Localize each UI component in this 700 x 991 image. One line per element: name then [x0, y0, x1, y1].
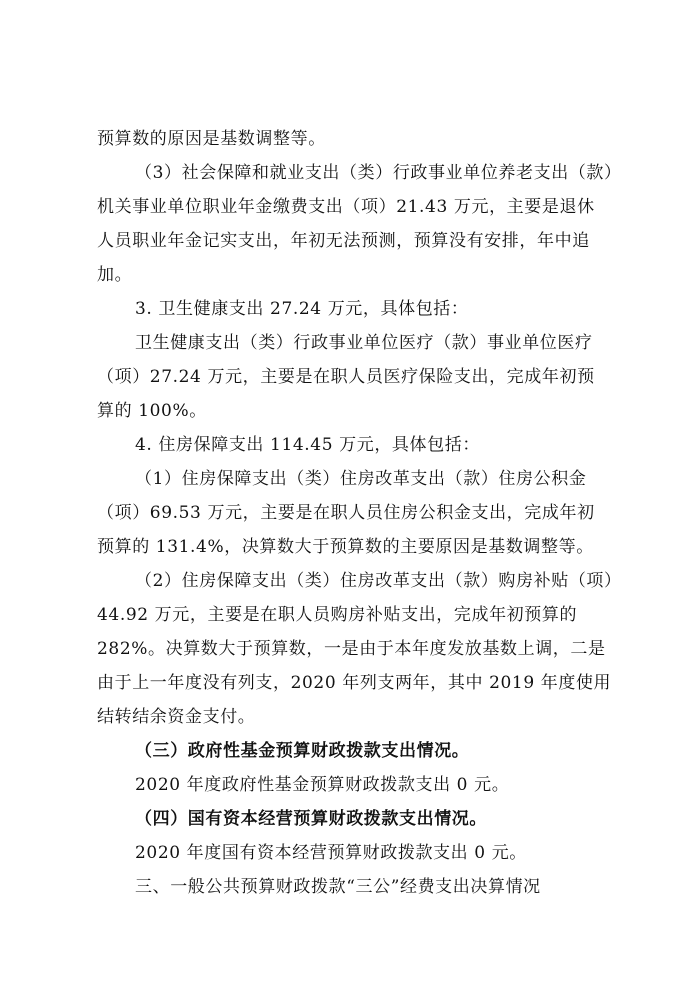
paragraph-line: 机关事业单位职业年金缴费支出（项）21.43 万元，主要是退休 — [97, 197, 595, 217]
paragraph-line: （2）住房保障支出（类）住房改革支出（款）购房补贴（项） — [135, 571, 622, 591]
paragraph-line: 预算的 131.4%，决算数大于预算数的主要原因是基数调整等。 — [97, 537, 594, 557]
subsection-heading: （四）国有资本经营预算财政拨款支出情况。 — [135, 809, 487, 829]
paragraph-line: （项）69.53 万元，主要是在职人员住房公积金支出，完成年初 — [97, 503, 595, 523]
paragraph-line: 2020 年度国有资本经营预算财政拨款支出 0 元。 — [135, 843, 527, 863]
paragraph-line: 44.92 万元，主要是在职人员购房补贴支出，完成年初预算的 — [97, 605, 578, 625]
paragraph-line: （1）住房保障支出（类）住房改革支出（款）住房公积金 — [135, 469, 587, 489]
paragraph-line: 282%。决算数大于预算数，一是由于本年度发放基数上调，二是 — [97, 639, 606, 659]
paragraph-line: 预算数的原因是基数调整等。 — [97, 129, 326, 149]
paragraph-line: 卫生健康支出（类）行政事业单位医疗（款）事业单位医疗 — [135, 333, 593, 353]
paragraph-line: 人员职业年金记实支出，年初无法预测，预算没有安排，年中追 — [97, 231, 590, 251]
paragraph-line: 结转结余资金支付。 — [97, 707, 256, 727]
paragraph-line: 算的 100%。 — [97, 401, 207, 421]
section-heading: 三、一般公共预算财政拨款“三公”经费支出决算情况 — [135, 877, 541, 897]
subsection-heading: （三）政府性基金预算财政拨款支出情况。 — [135, 741, 470, 761]
paragraph-line: 2020 年度政府性基金预算财政拨款支出 0 元。 — [135, 775, 510, 795]
paragraph-line: 由于上一年度没有列支，2020 年列支两年，其中 2019 年度使用 — [97, 673, 612, 693]
section-heading-line: 3. 卫生健康支出 27.24 万元，具体包括： — [135, 299, 469, 319]
section-heading-line: 4. 住房保障支出 114.45 万元，具体包括： — [135, 435, 480, 455]
paragraph-line: （项）27.24 万元，主要是在职人员医疗保险支出，完成年初预 — [97, 367, 595, 387]
paragraph-line: （3）社会保障和就业支出（类）行政事业单位养老支出（款） — [135, 163, 622, 183]
paragraph-line: 加。 — [97, 265, 133, 285]
